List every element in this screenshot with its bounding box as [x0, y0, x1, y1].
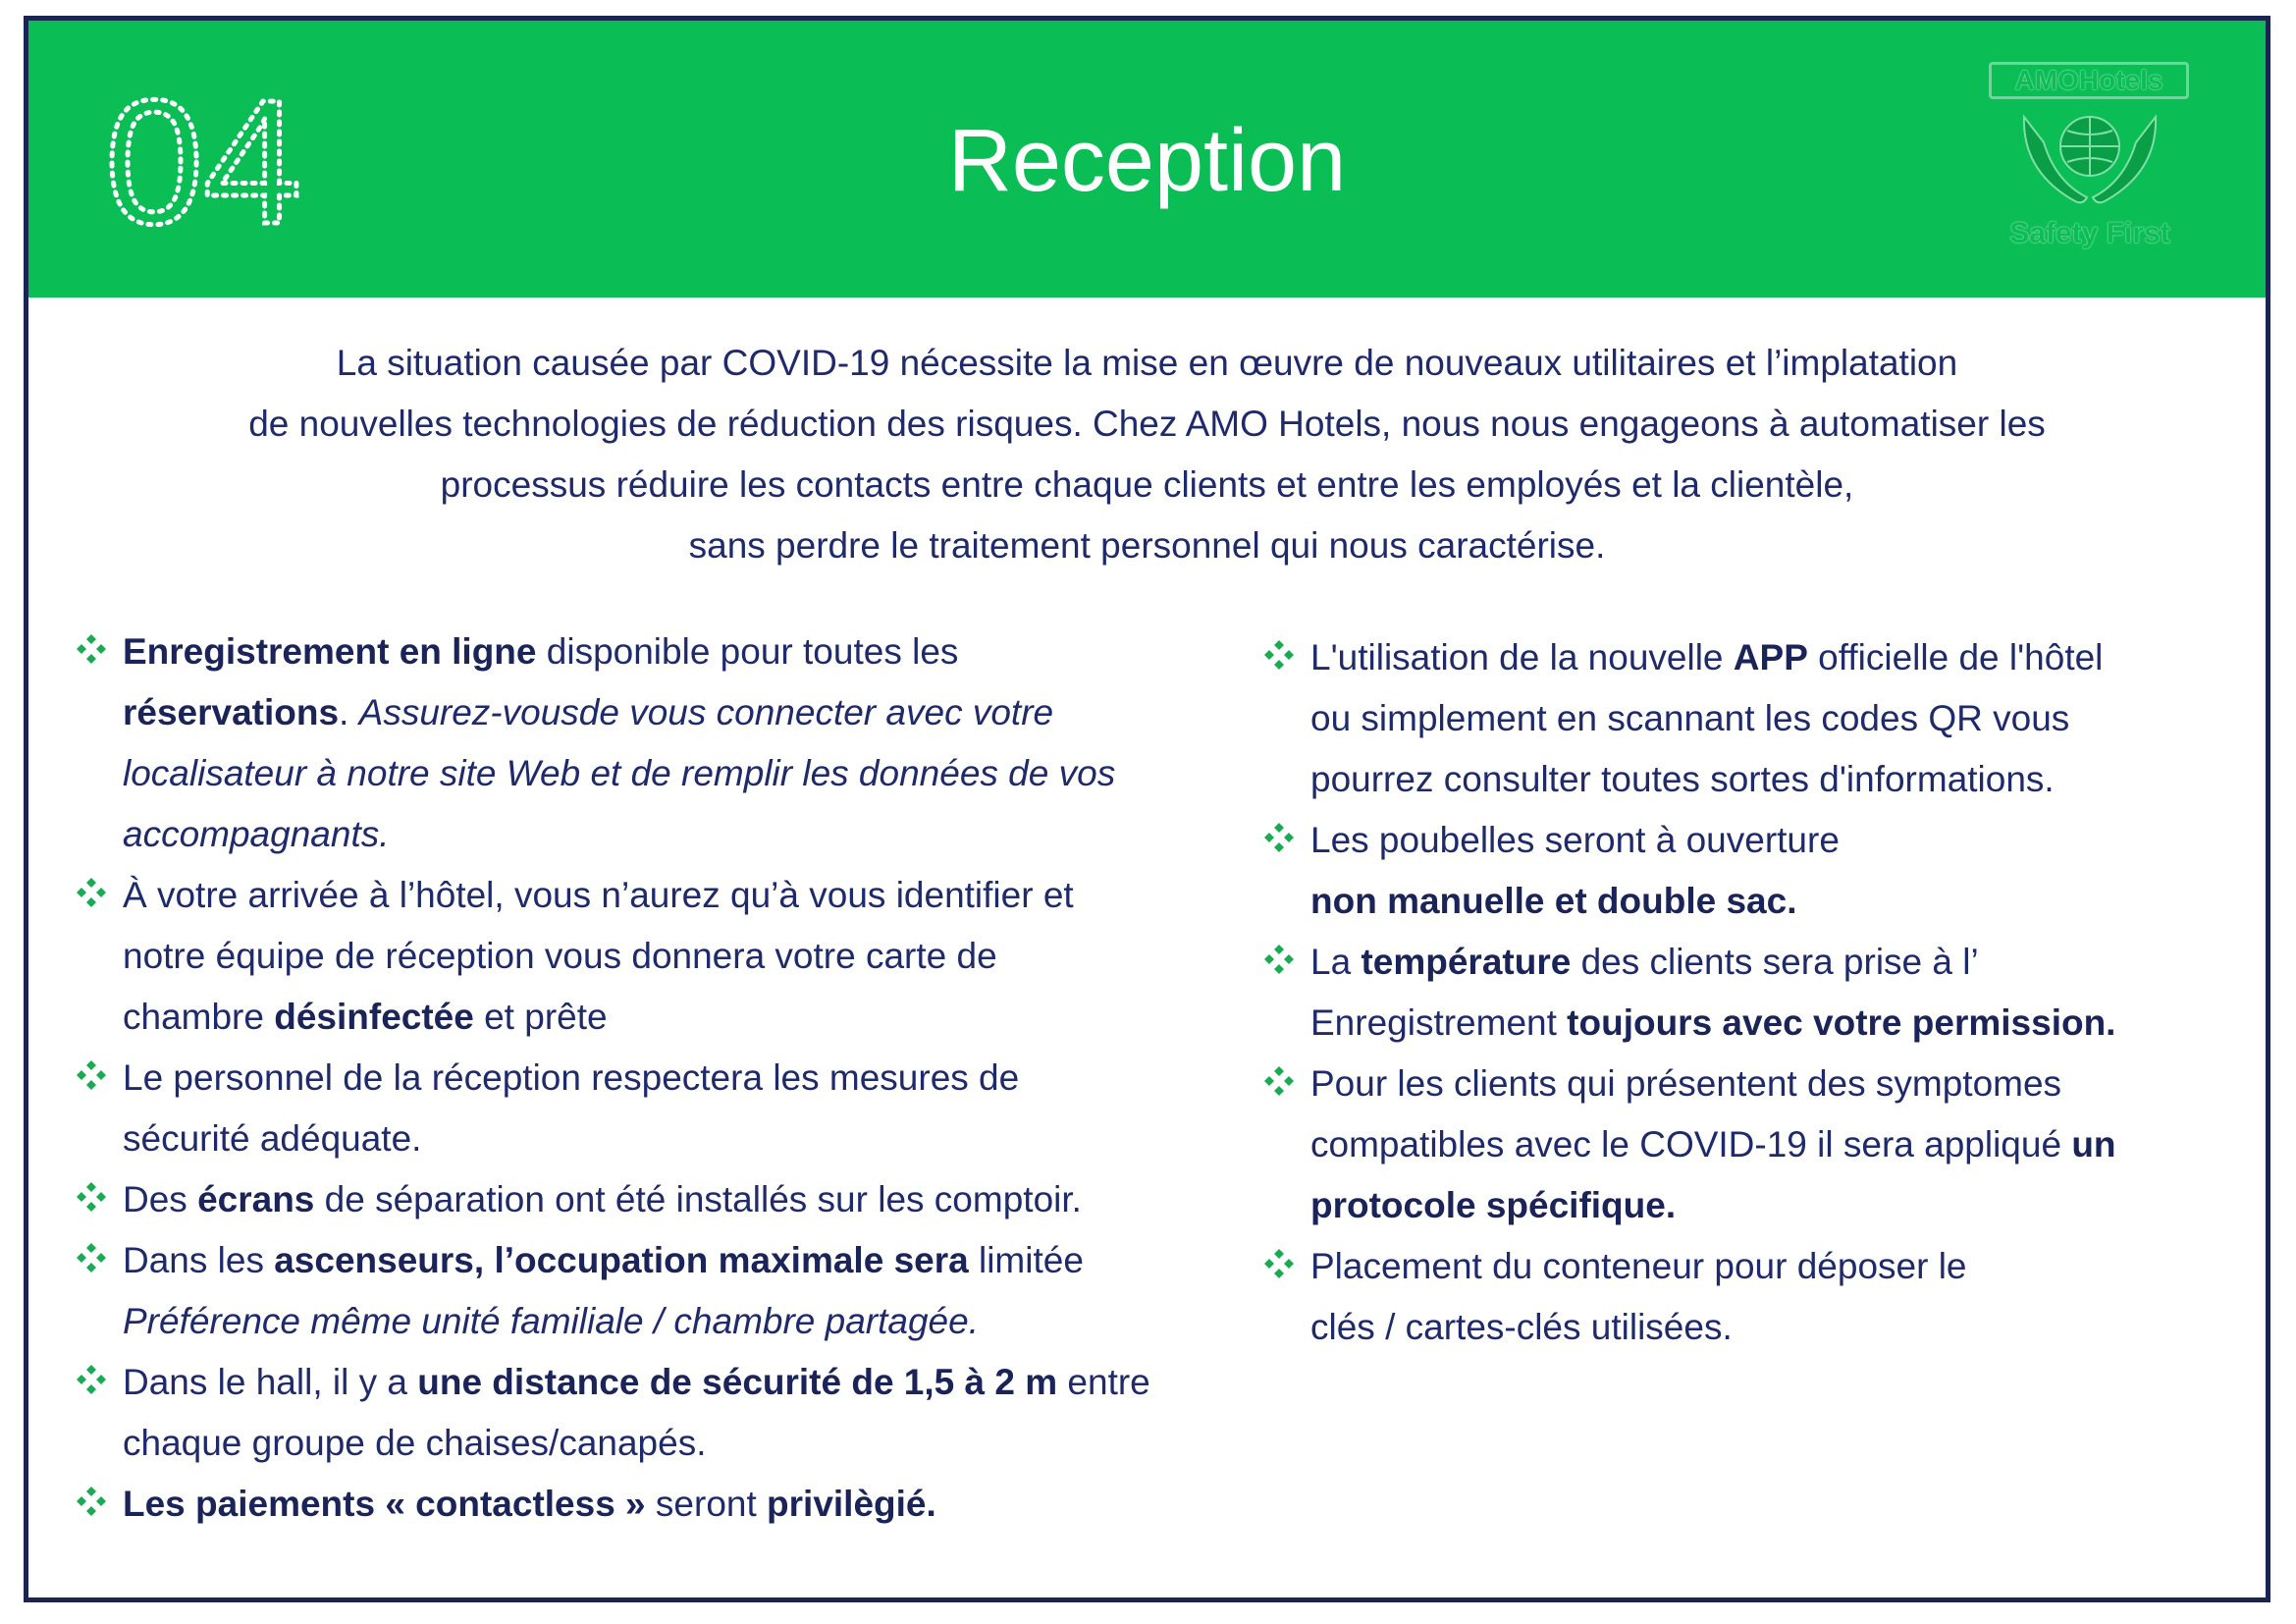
list-item-text: sécurité adéquate. [123, 1118, 422, 1159]
four-diamond-bullet-icon [1263, 1248, 1295, 1279]
list-item-text: officielle de l'hôtel [1807, 637, 2104, 677]
list-item-text: une distance de sécurité de 1,5 à 2 m [417, 1362, 1058, 1402]
list-item-text: chambre [123, 997, 275, 1037]
list-item [76, 1048, 1244, 1169]
list-item-text: entre [1057, 1362, 1150, 1402]
list-item-text: écrans [197, 1179, 315, 1219]
four-diamond-bullet-icon [1263, 822, 1295, 853]
list-item-text: ascenseurs, l’occupation maximale sera [274, 1240, 969, 1280]
list-item-text: Enregistrement [1310, 1002, 1568, 1043]
list-item-text: Les paiements « contactless » [123, 1484, 646, 1524]
list-item-text: un [2071, 1124, 2116, 1164]
list-item-text: de séparation ont été installés sur les comptoir. [314, 1179, 1082, 1219]
list-item-text: toujours avec votre permission. [1567, 1002, 2116, 1043]
logo-wordmark: AMOHotels [1989, 62, 2189, 99]
list-item-text: non manuelle et double sac. [1310, 881, 1797, 921]
list-item [1263, 810, 2245, 932]
list-item-text: des clients sera prise à l’ [1571, 942, 1979, 982]
four-diamond-bullet-icon [1263, 639, 1295, 671]
list-item [1263, 627, 2245, 810]
list-item-text: Placement du conteneur pour déposer le [1310, 1246, 1967, 1286]
list-item-text: localisateur à notre site Web et de remplir les données de vos [123, 753, 1116, 793]
right-bullet-list [1263, 627, 2245, 1358]
list-item-text: compatibles avec le COVID-19 il sera appliqué [1310, 1124, 2072, 1164]
list-item-text: Préférence même unité familiale / chambre partagée. [123, 1301, 979, 1341]
list-item-text: protocole spécifique. [1310, 1185, 1677, 1225]
list-item [1263, 932, 2245, 1054]
intro-line: processus réduire les contacts entre chaque clients et entre les employés et la clientèle, [440, 464, 1854, 505]
page-title: Reception [947, 112, 1347, 210]
list-item-text: privilègié. [767, 1484, 936, 1524]
list-item-text: Enregistrement en ligne [123, 631, 537, 672]
list-item [76, 622, 1244, 865]
list-item-text: Le personnel de la réception respectera les mesures de [123, 1057, 1020, 1098]
list-item-text: Les poubelles seront à ouverture [1310, 820, 1840, 860]
four-diamond-bullet-icon [76, 1364, 107, 1395]
list-item-text: désinfectée [274, 997, 474, 1037]
list-item-text: accompagnants. [123, 814, 390, 854]
page-frame [24, 16, 2270, 1602]
list-item-text: réservations [123, 692, 340, 732]
list-item-text: Pour les clients qui présentent des symptomes [1310, 1063, 2062, 1104]
four-diamond-bullet-icon [76, 1242, 107, 1273]
list-item-text: limitée [968, 1240, 1084, 1280]
svg-text:04: 04 [105, 76, 302, 243]
list-item [1263, 1236, 2245, 1358]
list-item [76, 1474, 1244, 1535]
four-diamond-bullet-icon [76, 1486, 107, 1517]
four-diamond-bullet-icon [76, 1059, 107, 1091]
list-item-text: Dans le hall, il y a [123, 1362, 418, 1402]
list-item-text: La [1310, 942, 1362, 982]
list-item-text: disponible pour toutes les [536, 631, 959, 672]
list-item-text: À votre arrivée à l’hôtel, vous n’aurez qu’à vous identifier et [123, 875, 1074, 915]
list-item-text: notre équipe de réception vous donnera votre carte de [123, 936, 997, 976]
list-item [1263, 1054, 2245, 1236]
logo-tagline: Safety First [2009, 217, 2170, 249]
globe-in-hands-icon [2016, 103, 2163, 219]
list-item-text: température [1361, 942, 1572, 982]
list-item-text: Assurez-vousde vous connecter avec votre [358, 692, 1054, 732]
four-diamond-bullet-icon [1263, 1065, 1295, 1097]
list-item-text: seront [645, 1484, 768, 1524]
intro-line: de nouvelles technologies de réduction des risques. Chez AMO Hotels, nous nous engageons à automatiser les [248, 404, 2046, 444]
amo-hotels-logo [1987, 60, 2197, 256]
header-banner [28, 21, 2266, 298]
list-item-text: ou simplement en scannant les codes QR vous [1310, 698, 2070, 738]
list-item-text: . [339, 692, 359, 732]
list-item-text: Des [123, 1179, 198, 1219]
intro-line: sans perdre le traitement personnel qui nous caractérise. [688, 525, 1606, 566]
list-item-text: Dans les [123, 1240, 275, 1280]
list-item-text: clés / cartes-clés utilisées. [1310, 1307, 1733, 1347]
left-bullet-list [76, 622, 1244, 1535]
list-item-text: L'utilisation de la nouvelle [1310, 637, 1734, 677]
four-diamond-bullet-icon [76, 633, 107, 665]
four-diamond-bullet-icon [76, 877, 107, 908]
intro-paragraph [68, 333, 2226, 576]
list-item [76, 1169, 1244, 1230]
list-item [76, 1352, 1244, 1474]
list-item-text: APP [1733, 637, 1808, 677]
four-diamond-bullet-icon [1263, 944, 1295, 975]
four-diamond-bullet-icon [76, 1181, 107, 1213]
list-item [76, 865, 1244, 1048]
list-item [76, 1230, 1244, 1352]
list-item-text: pourrez consulter toutes sortes d'informations. [1310, 759, 2055, 799]
intro-line: La situation causée par COVID-19 nécessite la mise en œuvre de nouveaux utilitaires et l’implatation [336, 343, 1958, 383]
list-item-text: chaque groupe de chaises/canapés. [123, 1423, 707, 1463]
list-item-text: et prête [473, 997, 608, 1037]
